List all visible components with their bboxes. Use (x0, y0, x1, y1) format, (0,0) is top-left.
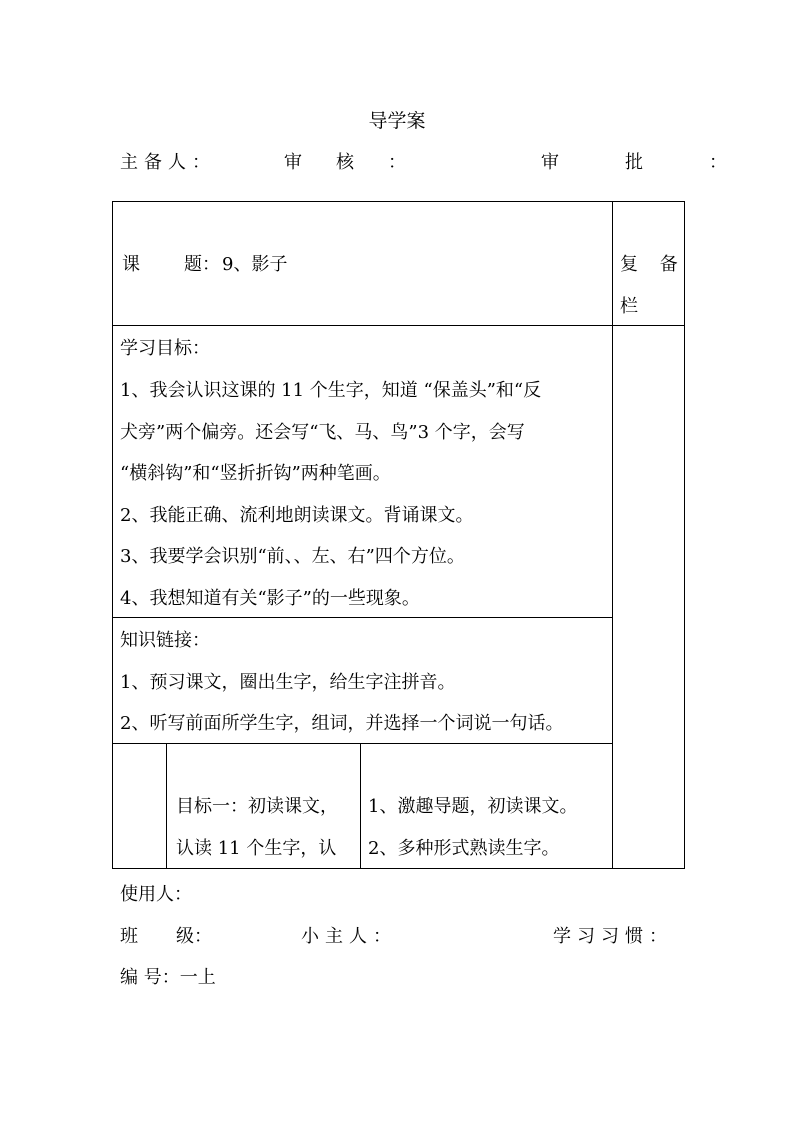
goal-line: 3、我要学会识别“前、、左、右”四个方位。 (120, 546, 465, 567)
knowledge-heading: 知识链接： (120, 630, 210, 651)
approve-label: 审批： (541, 152, 793, 173)
page-title: 导学案 (368, 110, 426, 132)
target-line: 目标一：初读课文， (176, 796, 338, 817)
goal-line: 1、我会认识这课的 11 个生字，知道 “保盖头”和“反 (120, 380, 542, 401)
side-column-label-1: 复 备 (620, 254, 686, 275)
goal-line: 犬旁”两个偏旁。还会写“飞、马、鸟”3 个字，会写 (120, 422, 525, 443)
class-label-1: 班 (120, 926, 138, 947)
goal-line: 2、我能正确、流利地朗读课文。背诵课文。 (120, 505, 474, 526)
number-label: 编 号：一上 (120, 967, 216, 988)
class-label-2: 级： (176, 926, 212, 947)
goals-heading: 学习目标： (120, 338, 210, 359)
preparer-label: 主备人： (120, 152, 216, 173)
side-column-label-2: 栏 (620, 296, 638, 317)
knowledge-line: 1、预习课文，圈出生字，给生字注拼音。 (120, 672, 456, 693)
step-line: 1、激趣导题，初读课文。 (368, 796, 578, 817)
topic-label-2: 题： (184, 254, 220, 275)
goal-line: 4、我想知道有关“影子”的一些现象。 (120, 588, 420, 609)
review-label: 审核： (284, 152, 440, 173)
goal-line: “横斜钩”和“竖折折钩”两种笔画。 (120, 463, 391, 484)
knowledge-line: 2、听写前面所学生字，组词，并选择一个词说一句话。 (120, 713, 564, 734)
target-line: 认读 11 个生字，认 (176, 838, 337, 859)
owner-label: 小主人： (301, 926, 397, 947)
step-line: 2、多种形式熟读生字。 (368, 838, 560, 859)
habit-label: 学习习惯： (553, 926, 673, 947)
topic-value: 9、影子 (222, 254, 288, 275)
user-label: 使用人： (120, 884, 192, 905)
topic-label: 课 (122, 254, 140, 275)
